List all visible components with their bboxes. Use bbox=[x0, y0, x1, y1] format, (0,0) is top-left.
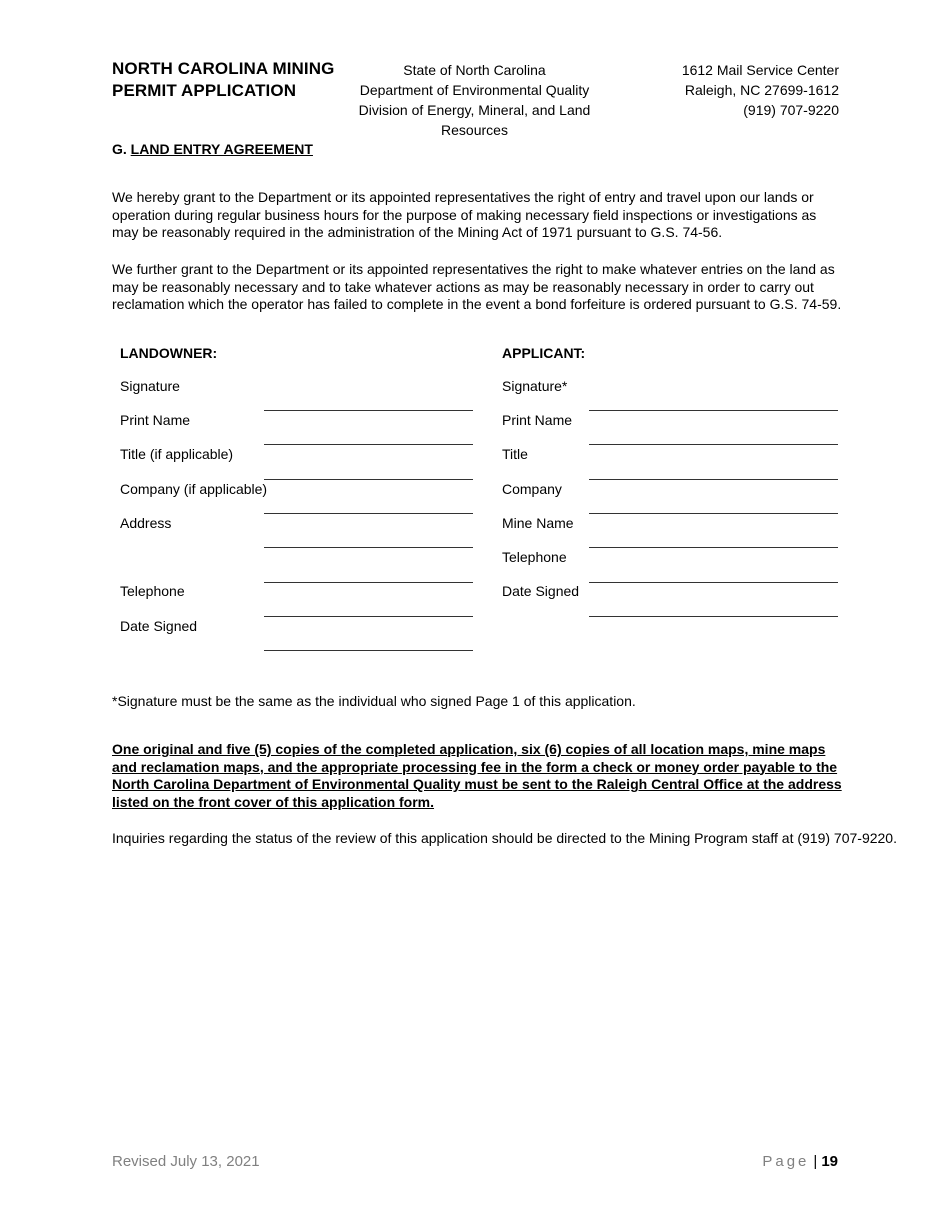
address-phone: (919) 707-9220 bbox=[743, 102, 839, 118]
landowner-heading: LANDOWNER: bbox=[120, 345, 218, 361]
page-header bbox=[112, 58, 839, 138]
applicant-telephone-line[interactable] bbox=[589, 582, 838, 583]
landowner-company-label: Company (if applicable) bbox=[120, 481, 268, 497]
applicant-date-label: Date Signed bbox=[502, 583, 580, 599]
landowner-address-line-2[interactable] bbox=[264, 582, 473, 583]
landowner-print-name-line[interactable] bbox=[264, 444, 473, 445]
landowner-address-label: Address bbox=[120, 515, 172, 531]
applicant-date-line[interactable] bbox=[589, 616, 838, 617]
landowner-signature-label: Signature bbox=[120, 378, 180, 394]
address-block bbox=[682, 60, 839, 120]
landowner-telephone-line[interactable] bbox=[264, 616, 473, 617]
form-title bbox=[112, 58, 334, 102]
applicant-print-name-label: Print Name bbox=[502, 412, 573, 428]
landowner-date-line[interactable] bbox=[264, 650, 473, 651]
address-line-1: 1612 Mail Service Center bbox=[681, 62, 839, 78]
agency-state: State of North Carolina bbox=[403, 62, 546, 78]
applicant-mine-name-line[interactable] bbox=[589, 547, 838, 548]
applicant-heading: APPLICANT: bbox=[502, 345, 586, 361]
applicant-company-line[interactable] bbox=[589, 513, 838, 514]
applicant-signature-label: Signature* bbox=[502, 378, 568, 394]
applicant-company-label: Company bbox=[502, 481, 562, 497]
reclamation-grant-paragraph: We further grant to the Department or its appointed representatives the right to make whatever entries on the land as may be reasonably necessary and to take whatever actions as may be reasonably necessary in order to carry out reclamation which the operator has failed to complete in the event a bond forfeiture is ordered pursuant to G.S. 74-59. bbox=[112, 261, 842, 312]
page-word: Page bbox=[762, 1153, 810, 1170]
landowner-company-line[interactable] bbox=[264, 513, 473, 514]
page-separator: | bbox=[813, 1153, 818, 1170]
landowner-telephone-label: Telephone bbox=[120, 583, 185, 599]
landowner-print-name-label: Print Name bbox=[120, 412, 191, 428]
applicant-print-name-line[interactable] bbox=[589, 444, 838, 445]
entry-grant-paragraph: We hereby grant to the Department or its appointed representatives the right of entry and travel upon our lands or operation during regular business hours for the purpose of making necessary field inspections or investigations as may be reasonably required in the administration of the Mining Act of 1971 pursuant to G.S. 74-56. bbox=[112, 189, 817, 240]
landowner-title-label: Title (if applicable) bbox=[120, 446, 234, 462]
submission-instructions: One original and five (5) copies of the completed application, six (6) copies of all location maps, mine maps and reclamation maps, and the appropriate processing fee in the form a check or money order payable to the North Carolina Department of Environmental Quality must be sent to the Raleigh Central Office at the address listed on the front cover of this application form. bbox=[112, 741, 842, 810]
section-heading bbox=[112, 141, 313, 157]
page-number-block bbox=[762, 1153, 838, 1170]
section-letter: G. bbox=[112, 141, 127, 157]
revision-date: Revised July 13, 2021 bbox=[112, 1153, 260, 1170]
form-title-line-1: NORTH CAROLINA MINING bbox=[112, 59, 335, 78]
applicant-mine-name-label: Mine Name bbox=[502, 515, 574, 531]
applicant-title-line[interactable] bbox=[589, 479, 838, 480]
signature-note: *Signature must be the same as the individual who signed Page 1 of this application. bbox=[112, 693, 636, 709]
inquiry-text: Inquiries regarding the status of the review of this application should be directed to the Mining Program staff at (919) 707-9220. bbox=[112, 830, 897, 846]
applicant-telephone-label: Telephone bbox=[502, 549, 567, 565]
agency-division: Division of Energy, Mineral, and Land Resources bbox=[358, 102, 591, 138]
applicant-signature-line[interactable] bbox=[589, 410, 838, 411]
agency-department: Department of Environmental Quality bbox=[359, 82, 590, 98]
landowner-title-line[interactable] bbox=[264, 479, 473, 480]
agency-block bbox=[327, 60, 622, 140]
landowner-date-label: Date Signed bbox=[120, 618, 198, 634]
form-title-line-2: PERMIT APPLICATION bbox=[112, 81, 297, 100]
section-title: LAND ENTRY AGREEMENT bbox=[130, 141, 313, 157]
landowner-address-line-1[interactable] bbox=[264, 547, 473, 548]
page-number: 19 bbox=[821, 1153, 838, 1170]
landowner-signature-line[interactable] bbox=[264, 410, 473, 411]
address-line-2: Raleigh, NC 27699-1612 bbox=[684, 82, 839, 98]
applicant-title-label: Title bbox=[502, 446, 528, 462]
